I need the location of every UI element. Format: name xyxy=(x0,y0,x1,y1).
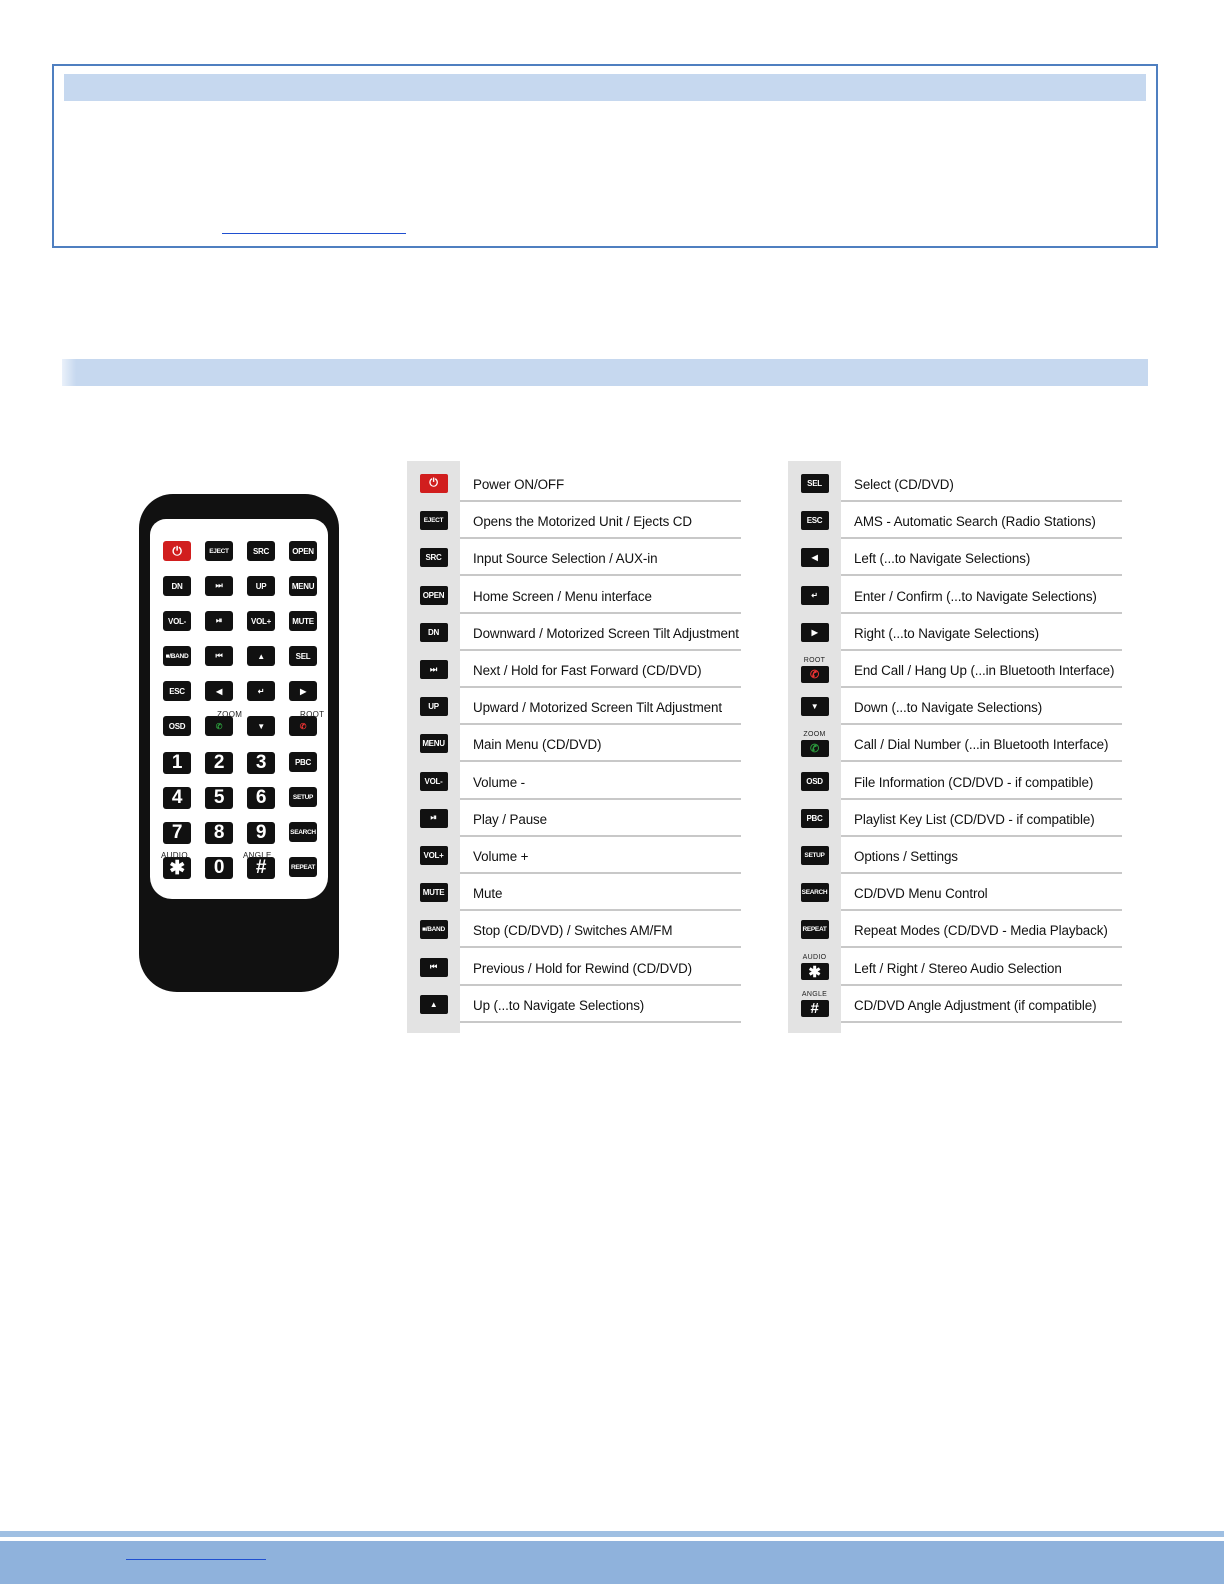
remote-key-1: 1 xyxy=(163,752,191,774)
key-icon-cell xyxy=(788,949,841,986)
remote-key-esc: ESC xyxy=(163,681,191,701)
remote-key-eject: EJECT xyxy=(205,541,233,561)
left-arrow-icon: ◀ xyxy=(801,548,829,567)
key-description: Stop (CD/DVD) / Switches AM/FM xyxy=(473,923,673,939)
key-description: Mute xyxy=(473,886,503,902)
key-row xyxy=(407,614,741,651)
key-caption: AUDIO xyxy=(802,954,827,962)
key-description: Downward / Motorized Screen Tilt Adjustment xyxy=(473,625,739,641)
key-description: Options / Settings xyxy=(854,849,958,864)
key-row xyxy=(407,949,741,986)
remote-key-menu: MENU xyxy=(289,576,317,596)
key-icon-cell xyxy=(788,874,841,911)
call-icon: ✆ xyxy=(801,740,829,757)
key-vol-icon: VOL+ xyxy=(420,846,448,865)
key-row xyxy=(407,688,741,725)
key-description: Down (...to Navigate Selections) xyxy=(854,700,1043,716)
key-caption: ROOT xyxy=(803,656,826,664)
key-description: Input Source Selection / AUX-in xyxy=(473,551,658,567)
key-row xyxy=(407,763,741,800)
key-up-icon: UP xyxy=(420,697,448,716)
hang-up-icon: ✆ xyxy=(801,666,829,683)
next-icon: ⏭ xyxy=(205,576,233,596)
remote-control-image xyxy=(139,494,339,992)
enter-icon: ↵ xyxy=(247,681,275,701)
remote-tag-angle: ANGLE xyxy=(243,851,272,860)
key-description: Call / Dial Number (...in Bluetooth Interface) xyxy=(854,737,1109,753)
remote-key-up: UP xyxy=(247,576,275,596)
remote-key-search: SEARCH xyxy=(289,822,317,842)
remote-tag-audio: AUDIO xyxy=(161,851,188,860)
key-row xyxy=(788,465,1122,502)
key-row xyxy=(788,763,1122,800)
remote-key-vol: VOL- xyxy=(163,611,191,631)
remote-key-vol: VOL+ xyxy=(247,611,275,631)
hash-icon: # xyxy=(801,1000,829,1017)
remote-key-key: # xyxy=(247,857,275,879)
key-icon-cell xyxy=(788,688,841,725)
key-row xyxy=(788,837,1122,874)
key-description: End Call / Hang Up (...in Bluetooth Interface) xyxy=(854,663,1115,678)
remote-key-0: 0 xyxy=(205,857,233,879)
key-caption: ANGLE xyxy=(801,991,828,999)
key-icon-cell xyxy=(407,614,460,651)
key-icon-cell xyxy=(407,539,460,576)
remote-key-7: 7 xyxy=(163,822,191,844)
remote-key-4: 4 xyxy=(163,787,191,809)
remote-key-band: ■/BAND xyxy=(163,646,191,666)
remote-key-src: SRC xyxy=(247,541,275,561)
left-arrow-icon: ◀ xyxy=(205,681,233,701)
key-row xyxy=(788,651,1122,688)
key-row xyxy=(788,800,1122,837)
row-divider xyxy=(841,1021,1122,1023)
remote-key-pbc: PBC xyxy=(289,752,317,772)
key-vol-icon: VOL- xyxy=(420,772,448,791)
key-icon-cell xyxy=(407,837,460,874)
power-icon: ⏻ xyxy=(420,474,448,493)
key-description: Volume - xyxy=(473,774,526,790)
key-icon-cell xyxy=(407,763,460,800)
key-description: Main Menu (CD/DVD) xyxy=(473,737,602,753)
key-pbc-icon: PBC xyxy=(801,809,829,828)
key-icon-cell xyxy=(788,763,841,800)
key-setup-icon: SETUP xyxy=(801,846,829,865)
power-icon: ⏻ xyxy=(163,541,191,561)
key-icon-cell xyxy=(407,800,460,837)
key-icon-cell xyxy=(407,725,460,762)
key-row xyxy=(788,577,1122,614)
key-row xyxy=(407,502,741,539)
key-icon-cell xyxy=(407,465,460,502)
right-arrow-icon: ▶ xyxy=(801,623,829,642)
key-eject-icon: EJECT xyxy=(420,511,448,530)
key-row xyxy=(407,651,741,688)
remote-key-osd: OSD xyxy=(163,716,191,736)
remote-key-9: 9 xyxy=(247,822,275,844)
key-icon-cell xyxy=(407,911,460,948)
key-dn-icon: DN xyxy=(420,623,448,642)
enter-icon: ↵ xyxy=(801,586,829,605)
remote-button-panel xyxy=(150,519,328,899)
key-icon-cell xyxy=(788,577,841,614)
key-row xyxy=(788,874,1122,911)
remote-key-sel: SEL xyxy=(289,646,317,666)
footer-band xyxy=(0,1541,1224,1584)
key-search-icon: SEARCH xyxy=(801,883,829,902)
hang-up-icon: ✆ xyxy=(289,716,317,736)
key-description: Up (...to Navigate Selections) xyxy=(473,997,645,1013)
previous-icon: ⏮ xyxy=(205,646,233,666)
key-row xyxy=(788,725,1122,762)
down-arrow-icon: ▼ xyxy=(247,716,275,736)
remote-key-mute: MUTE xyxy=(289,611,317,631)
info-box-link[interactable] xyxy=(222,233,406,234)
key-description: Home Screen / Menu interface xyxy=(473,588,652,604)
key-caption: ZOOM xyxy=(803,730,826,738)
up-arrow-icon: ▲ xyxy=(247,646,275,666)
key-row xyxy=(407,539,741,576)
key-description: CD/DVD Menu Control xyxy=(854,886,988,902)
key-description: Enter / Confirm (...to Navigate Selections) xyxy=(854,588,1097,604)
right-arrow-icon: ▶ xyxy=(289,681,317,701)
key-src-icon: SRC xyxy=(420,548,448,567)
key-row xyxy=(788,688,1122,725)
footer-rule xyxy=(0,1531,1224,1537)
section-header-band xyxy=(62,359,1148,386)
key-icon-cell xyxy=(407,651,460,688)
key-description: Previous / Hold for Rewind (CD/DVD) xyxy=(473,960,692,976)
key-description: Upward / Motorized Screen Tilt Adjustment xyxy=(473,700,722,716)
key-icon-cell xyxy=(788,986,841,1023)
remote-key-table-left xyxy=(407,461,741,1033)
key-row xyxy=(407,577,741,614)
key-row xyxy=(407,465,741,502)
key-description: Play / Pause xyxy=(473,811,547,827)
key-icon-cell xyxy=(788,837,841,874)
key-row xyxy=(788,911,1122,948)
key-menu-icon: MENU xyxy=(420,734,448,753)
remote-key-open: OPEN xyxy=(289,541,317,561)
info-box xyxy=(52,64,1158,248)
key-description: Right (...to Navigate Selections) xyxy=(854,625,1039,641)
key-description: CD/DVD Angle Adjustment (if compatible) xyxy=(854,997,1097,1013)
remote-key-setup: SETUP xyxy=(289,787,317,807)
remote-key-8: 8 xyxy=(205,822,233,844)
remote-tag-root: ROOT xyxy=(300,710,325,719)
key-description: Volume + xyxy=(473,849,529,864)
key-icon-cell xyxy=(407,949,460,986)
key-sel-icon: SEL xyxy=(801,474,829,493)
key-row xyxy=(788,614,1122,651)
key-description: Playlist Key List (CD/DVD - if compatible) xyxy=(854,811,1095,827)
key-description: Next / Hold for Fast Forward (CD/DVD) xyxy=(473,663,702,678)
remote-key-5: 5 xyxy=(205,787,233,809)
key-description: Opens the Motorized Unit / Ejects CD xyxy=(473,514,692,530)
play-pause-icon: ⏯ xyxy=(420,809,448,828)
key-open-icon: OPEN xyxy=(420,586,448,605)
key-row xyxy=(407,911,741,948)
key-icon-cell xyxy=(788,465,841,502)
next-icon: ⏭ xyxy=(420,660,448,679)
key-icon-cell xyxy=(407,577,460,614)
key-icon-cell xyxy=(407,502,460,539)
key-esc-icon: ESC xyxy=(801,511,829,530)
key-icon-cell xyxy=(788,725,841,762)
key-description: Power ON/OFF xyxy=(473,477,565,492)
key-icon-cell xyxy=(788,651,841,688)
key-row xyxy=(407,725,741,762)
key-repeat-icon: REPEAT xyxy=(801,920,829,939)
key-icon-cell xyxy=(788,539,841,576)
key-icon-cell xyxy=(407,986,460,1023)
key-row xyxy=(407,800,741,837)
call-icon: ✆ xyxy=(205,716,233,736)
remote-key-dn: DN xyxy=(163,576,191,596)
remote-tag-zoom: ZOOM xyxy=(217,710,243,719)
key-row xyxy=(788,986,1122,1023)
key-icon-cell xyxy=(788,614,841,651)
key-row xyxy=(788,949,1122,986)
row-divider xyxy=(460,1021,741,1023)
previous-icon: ⏮ xyxy=(420,958,448,977)
key-icon-cell xyxy=(407,874,460,911)
remote-key-repeat: REPEAT xyxy=(289,857,317,877)
key-osd-icon: OSD xyxy=(801,772,829,791)
remote-key-3: 3 xyxy=(247,752,275,774)
key-row xyxy=(407,986,741,1023)
key-description: AMS - Automatic Search (Radio Stations) xyxy=(854,514,1096,530)
up-arrow-icon: ▲ xyxy=(420,995,448,1014)
key-band-icon: ■/BAND xyxy=(420,920,448,939)
key-icon-cell xyxy=(788,800,841,837)
key-icon-cell xyxy=(788,502,841,539)
key-icon-cell xyxy=(407,688,460,725)
key-row xyxy=(407,837,741,874)
remote-key-table-right xyxy=(788,461,1122,1033)
remote-key-2: 2 xyxy=(205,752,233,774)
remote-key-key: ✱ xyxy=(163,857,191,879)
down-arrow-icon: ▼ xyxy=(801,697,829,716)
play-pause-icon: ⏯ xyxy=(205,611,233,631)
key-description: Repeat Modes (CD/DVD - Media Playback) xyxy=(854,923,1108,939)
asterisk-icon: ✱ xyxy=(801,963,829,980)
info-box-header-band xyxy=(64,74,1146,101)
key-description: Left / Right / Stereo Audio Selection xyxy=(854,960,1062,976)
footer-link[interactable] xyxy=(126,1559,266,1560)
key-description: Select (CD/DVD) xyxy=(854,477,954,492)
key-row xyxy=(407,874,741,911)
key-icon-cell xyxy=(788,911,841,948)
key-description: Left (...to Navigate Selections) xyxy=(854,551,1031,567)
key-description: File Information (CD/DVD - if compatible) xyxy=(854,774,1094,790)
key-row xyxy=(788,539,1122,576)
key-mute-icon: MUTE xyxy=(420,883,448,902)
remote-key-6: 6 xyxy=(247,787,275,809)
key-row xyxy=(788,502,1122,539)
